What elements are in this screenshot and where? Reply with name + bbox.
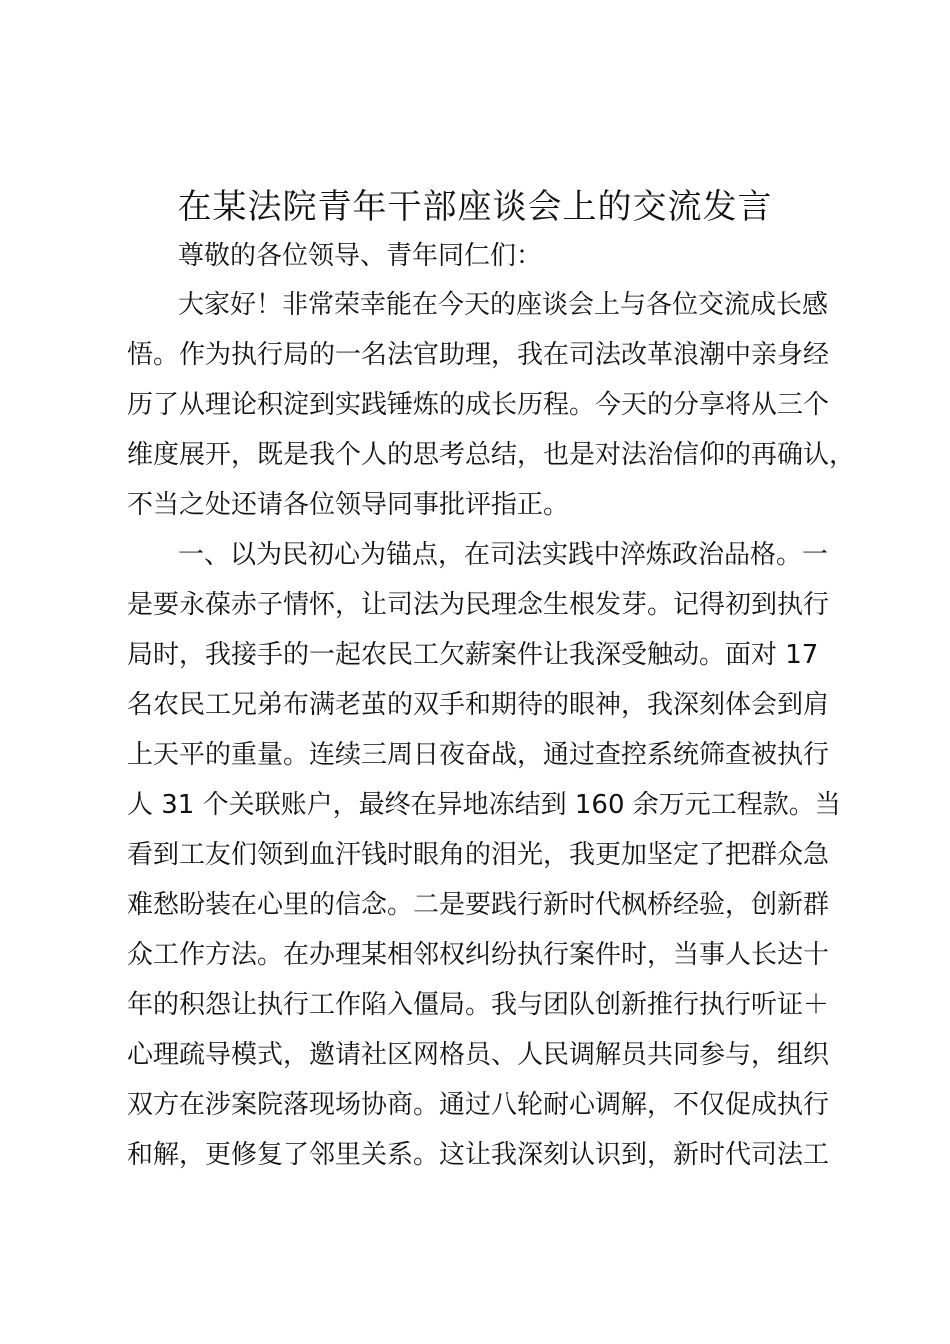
- paragraph-line: 名农民工兄弟布满老茧的双手和期待的眼神，我深刻体会到肩: [127, 690, 830, 720]
- paragraph-line: 历了从理论积淀到实践锤炼的成长历程。今天的分享将从三个: [127, 390, 830, 420]
- paragraph-line: 悟。作为执行局的一名法官助理，我在司法改革浪潮中亲身经: [127, 340, 830, 370]
- paragraph-line: 众工作方法。在办理某相邻权纠纷执行案件时，当事人长达十: [127, 940, 830, 970]
- paragraph-line: 人 31 个关联账户，最终在异地冻结到 160 余万元工程款。当: [127, 790, 841, 820]
- paragraph-line: 和解，更修复了邻里关系。这让我深刻认识到，新时代司法工: [127, 1140, 830, 1170]
- paragraph-line: 不当之处还请各位领导同事批评指正。: [127, 490, 570, 520]
- paragraph-line: 看到工友们领到血汗钱时眼角的泪光，我更加坚定了把群众急: [127, 840, 830, 870]
- paragraph-line: 一、以为民初心为锚点，在司法实践中淬炼政治品格。一: [178, 540, 829, 570]
- paragraph-line: 上天平的重量。连续三周日夜奋战，通过查控系统筛查被执行: [127, 740, 830, 770]
- paragraph-line: 局时，我接手的一起农民工欠薪案件让我深受触动。面对 17: [127, 640, 819, 670]
- document-title: 在某法院青年干部座谈会上的交流发言: [177, 187, 773, 227]
- paragraph-line: 心理疏导模式，邀请社区网格员、人民调解员共同参与，组织: [127, 1040, 830, 1070]
- paragraph-line: 双方在涉案院落现场协商。通过八轮耐心调解，不仅促成执行: [127, 1090, 830, 1120]
- paragraph-line: 大家好！非常荣幸能在今天的座谈会上与各位交流成长感: [178, 290, 829, 320]
- paragraph-line: 年的积怨让执行工作陷入僵局。我与团队创新推行执行听证＋: [127, 990, 830, 1020]
- paragraph-line: 是要永葆赤子情怀，让司法为民理念生根发芽。记得初到执行: [127, 590, 830, 620]
- paragraph-line: 难愁盼装在心里的信念。二是要践行新时代枫桥经验，创新群: [127, 890, 830, 920]
- paragraph-line: 维度展开，既是我个人的思考总结，也是对法治信仰的再确认，: [127, 440, 856, 470]
- salutation-line: 尊敬的各位领导、青年同仁们：: [178, 241, 543, 271]
